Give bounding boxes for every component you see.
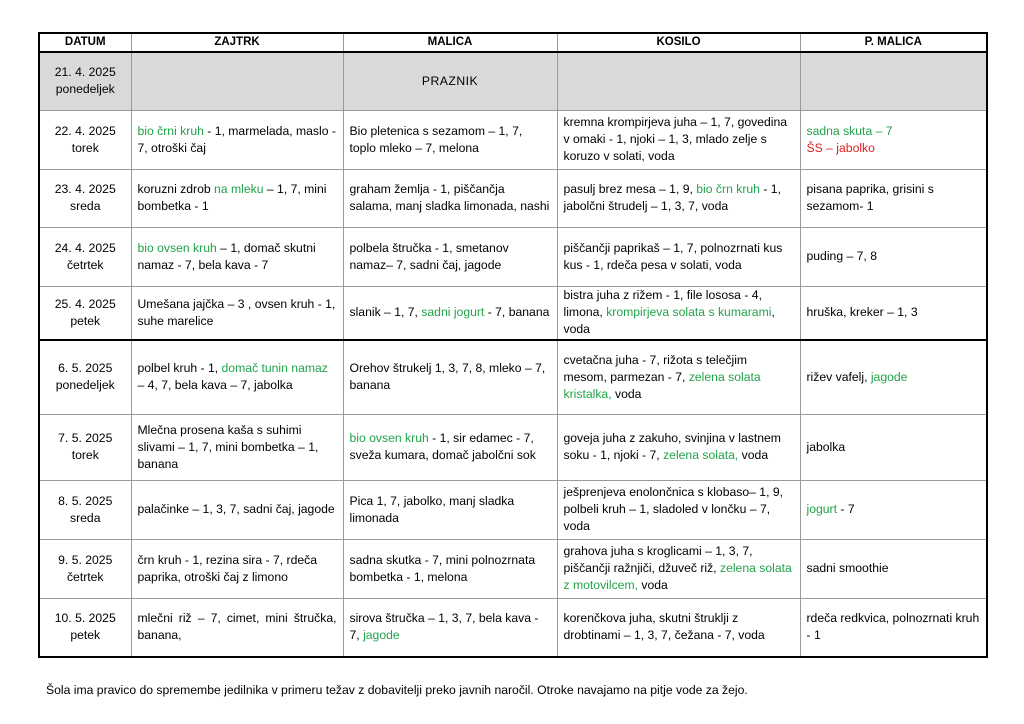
weekday: torek — [71, 140, 99, 155]
zajtrk-cell — [131, 110, 343, 169]
menu-text: Orehov štrukelj 1, 3, 7, 8, mleko – 7, banana — [349, 361, 546, 393]
menu-text: kremna krompirjeva juha – 1, 7, govedina v omaki - 1, njoki – 1, 3, mlado zelje s koruzo v solati, voda — [563, 115, 788, 163]
highlight-text: bio ovsen kruh — [349, 431, 429, 445]
header-zajtrk: ZAJTRK — [131, 33, 343, 52]
malica-cell — [343, 414, 557, 480]
menu-text: – 4, 7, bela kava – 7, jabolka — [137, 378, 293, 393]
kosilo-cell — [557, 110, 800, 169]
malica-cell — [343, 110, 557, 169]
zajtrk-cell — [131, 52, 343, 110]
menu-text: črn kruh - 1, rezina sira - 7, rdeča paprika, otroški čaj z limono — [137, 552, 317, 584]
menu-text: sadni smoothie — [806, 561, 889, 575]
date-cell — [39, 414, 131, 480]
table-row — [39, 52, 987, 110]
p-malica-cell — [800, 539, 987, 598]
p-malica-cell — [800, 169, 987, 227]
weekday: četrtek — [66, 569, 104, 584]
highlight-text: zelena solata kristalka, — [563, 369, 761, 401]
table-row — [39, 340, 987, 414]
kosilo-cell — [557, 169, 800, 227]
kosilo-cell — [557, 598, 800, 657]
kosilo-cell — [557, 227, 800, 286]
date: 21. 4. 2025 — [54, 65, 116, 80]
menu-text: cvetačna juha - 7, rižota s telečjim mesom, parmezan - 7, — [563, 352, 748, 384]
menu-text: - 7 — [837, 502, 855, 516]
zajtrk-cell — [131, 169, 343, 227]
menu-text: grahova juha s kroglicami – 1, 3, 7, piščančji ražnjiči, džuveč riž, — [563, 544, 753, 575]
date: 9. 5. 2025 — [58, 552, 113, 567]
menu-text: graham žemlja - 1, piščančja salama, manj sladka limonada, nashi — [349, 182, 550, 213]
menu-text: - 1, jabolčni štrudelj – 1, 3, 7, voda — [563, 182, 781, 213]
date-cell — [39, 227, 131, 286]
kosilo-cell — [557, 52, 800, 110]
highlight-text: bio črn kruh — [696, 182, 760, 196]
menu-text: Umešana jajčka – 3 , ovsen kruh - 1, suhe marelice — [137, 296, 336, 328]
malica-cell — [343, 480, 557, 539]
date: 22. 4. 2025 — [54, 123, 116, 138]
p-malica-cell — [800, 480, 987, 539]
menu-text: pisana paprika, grisini s sezamom- 1 — [806, 182, 934, 213]
menu-text: mlečni riž – 7, cimet, mini štručka, banana, — [137, 611, 337, 643]
highlight-text: sadna skuta – 7 — [806, 123, 893, 138]
date-cell — [39, 340, 131, 414]
highlight-text: zelena solata z motovilcem, — [563, 561, 792, 592]
menu-text: – 1, domač skutni namaz - 7, bela kava - 7 — [137, 240, 316, 272]
p-malica-cell — [800, 598, 987, 657]
menu-text: jabolka — [806, 439, 846, 454]
table-row — [39, 539, 987, 598]
holiday-label: PRAZNIK — [343, 52, 557, 110]
date-cell — [39, 286, 131, 340]
header-kosilo: KOSILO — [557, 33, 800, 52]
weekday: sreda — [70, 199, 101, 213]
zajtrk-cell — [131, 227, 343, 286]
menu-text: Pica 1, 7, jabolko, manj sladka limonada — [349, 493, 515, 525]
highlight-text: sadni jogurt — [421, 305, 485, 320]
kosilo-cell — [557, 340, 800, 414]
menu-text: rižev vafelj, — [806, 369, 871, 384]
alert-text: ŠS – jabolko — [806, 140, 875, 155]
header-p-malica: P. MALICA — [800, 33, 987, 52]
header-row — [39, 33, 987, 52]
menu-text: Mlečna prosena kaša s suhimi slivami – 1, 7, mini bombetka – 1, banana — [137, 422, 319, 471]
weekday: petek — [70, 313, 101, 328]
menu-text: – 1, 7, mini bombetka - 1 — [137, 182, 327, 213]
date-cell — [39, 539, 131, 598]
date: 10. 5. 2025 — [54, 611, 116, 626]
p-malica-cell — [800, 227, 987, 286]
kosilo-cell — [557, 539, 800, 598]
menu-text: ješprenjeva enolončnica s klobaso– 1, 9, polbeli kruh – 1, sladoled v lončku – 7, voda — [563, 485, 784, 533]
p-malica-cell — [800, 340, 987, 414]
malica-cell — [343, 169, 557, 227]
highlight-text: domač tunin namaz — [221, 361, 328, 376]
menu-text: , voda — [563, 305, 775, 337]
kosilo-cell — [557, 480, 800, 539]
menu-text: - 1, sir edamec - 7, sveža kumara, domač jabolčni sok — [349, 431, 536, 462]
menu-text: voda — [611, 386, 642, 401]
date: 8. 5. 2025 — [58, 493, 113, 508]
malica-cell — [343, 539, 557, 598]
weekday: ponedeljek — [55, 378, 115, 393]
highlight-text: jagode — [363, 628, 400, 643]
zajtrk-cell — [131, 414, 343, 480]
highlight-text: bio ovsen kruh — [137, 240, 217, 255]
date: 23. 4. 2025 — [54, 182, 116, 196]
menu-text: voda — [638, 578, 668, 592]
zajtrk-cell — [131, 539, 343, 598]
highlight-text: jogurt — [806, 502, 837, 516]
menu-text: slanik – 1, 7, — [349, 305, 422, 320]
p-malica-cell — [800, 110, 987, 169]
weekday: torek — [71, 448, 99, 462]
date-cell — [39, 169, 131, 227]
highlight-text: krompirjeva solata s kumarami — [606, 305, 772, 320]
menu-text: hruška, kreker – 1, 3 — [806, 305, 918, 320]
table-row — [39, 227, 987, 286]
malica-cell — [343, 340, 557, 414]
menu-table — [38, 32, 988, 658]
menu-text: korenčkova juha, skutni štruklji z drobtinami – 1, 3, 7, čežana - 7, voda — [563, 611, 765, 643]
date: 7. 5. 2025 — [58, 431, 113, 445]
table-row — [39, 480, 987, 539]
menu-text: polbel kruh - 1, — [137, 361, 222, 376]
date-cell — [39, 598, 131, 657]
table-row — [39, 110, 987, 169]
menu-text: pasulj brez mesa – 1, 9, — [563, 182, 697, 196]
date: 24. 4. 2025 — [54, 240, 116, 255]
malica-cell — [343, 286, 557, 340]
menu-text: polbela štručka - 1, smetanov namaz– 7, sadni čaj, jagode — [349, 240, 509, 272]
menu-text: goveja juha z zakuho, svinjina v lastnem soku - 1, njoki - 7, — [563, 431, 781, 462]
date-cell — [39, 480, 131, 539]
weekday: sreda — [70, 510, 101, 525]
zajtrk-cell — [131, 340, 343, 414]
footnote: Šola ima pravico do spremembe jedilnika v primeru težav z dobavitelji preko javnih naročil. Otroke navajamo na pitje vode za žejo. — [46, 683, 748, 697]
menu-text: palačinke – 1, 3, 7, sadni čaj, jagode — [137, 502, 335, 516]
highlight-text: bio črni kruh — [137, 123, 204, 138]
date: 25. 4. 2025 — [54, 296, 116, 311]
header-malica: MALICA — [343, 33, 557, 52]
table-row — [39, 169, 987, 227]
menu-text: koruzni zdrob — [137, 182, 215, 196]
zajtrk-cell — [131, 598, 343, 657]
menu-text: - 1, marmelada, maslo - 7, otroški čaj — [137, 123, 336, 155]
highlight-text: jagode — [870, 369, 908, 384]
menu-text: Bio pletenica s sezamom – 1, 7, toplo mleko – 7, melona — [349, 123, 523, 155]
date-cell — [39, 52, 131, 110]
menu-text: voda — [738, 448, 769, 462]
table-row — [39, 286, 987, 340]
weekday: ponedeljek — [55, 82, 115, 97]
menu-text: sirova štručka – 1, 3, 7, bela kava - 7, — [349, 611, 539, 643]
menu-text: sadna skutka - 7, mini polnozrnata bombetka - 1, melona — [349, 552, 536, 584]
p-malica-cell — [800, 52, 987, 110]
menu-text: piščančji paprikaš – 1, 7, polnozrnati kus kus - 1, rdeča pesa v solati, voda — [563, 240, 783, 272]
weekday: četrtek — [66, 257, 104, 272]
menu-text: - 7, banana — [484, 305, 550, 320]
menu-text: rdeča redkvica, polnozrnati kruh - 1 — [806, 611, 980, 643]
weekday: petek — [70, 628, 101, 643]
malica-cell — [343, 598, 557, 657]
p-malica-cell — [800, 286, 987, 340]
date: 6. 5. 2025 — [58, 361, 113, 376]
date-cell — [39, 110, 131, 169]
highlight-text: zelena solata, — [663, 448, 739, 462]
kosilo-cell — [557, 286, 800, 340]
zajtrk-cell — [131, 286, 343, 340]
malica-cell — [343, 227, 557, 286]
p-malica-cell — [800, 414, 987, 480]
menu-text: puding – 7, 8 — [806, 249, 877, 263]
table-row — [39, 598, 987, 657]
menu-text: bistra juha z rižem - 1, file lososa - 4, limona, — [563, 288, 762, 320]
kosilo-cell — [557, 414, 800, 480]
highlight-text: na mleku — [214, 182, 264, 196]
header-datum: DATUM — [39, 33, 131, 52]
zajtrk-cell — [131, 480, 343, 539]
table-row — [39, 414, 987, 480]
